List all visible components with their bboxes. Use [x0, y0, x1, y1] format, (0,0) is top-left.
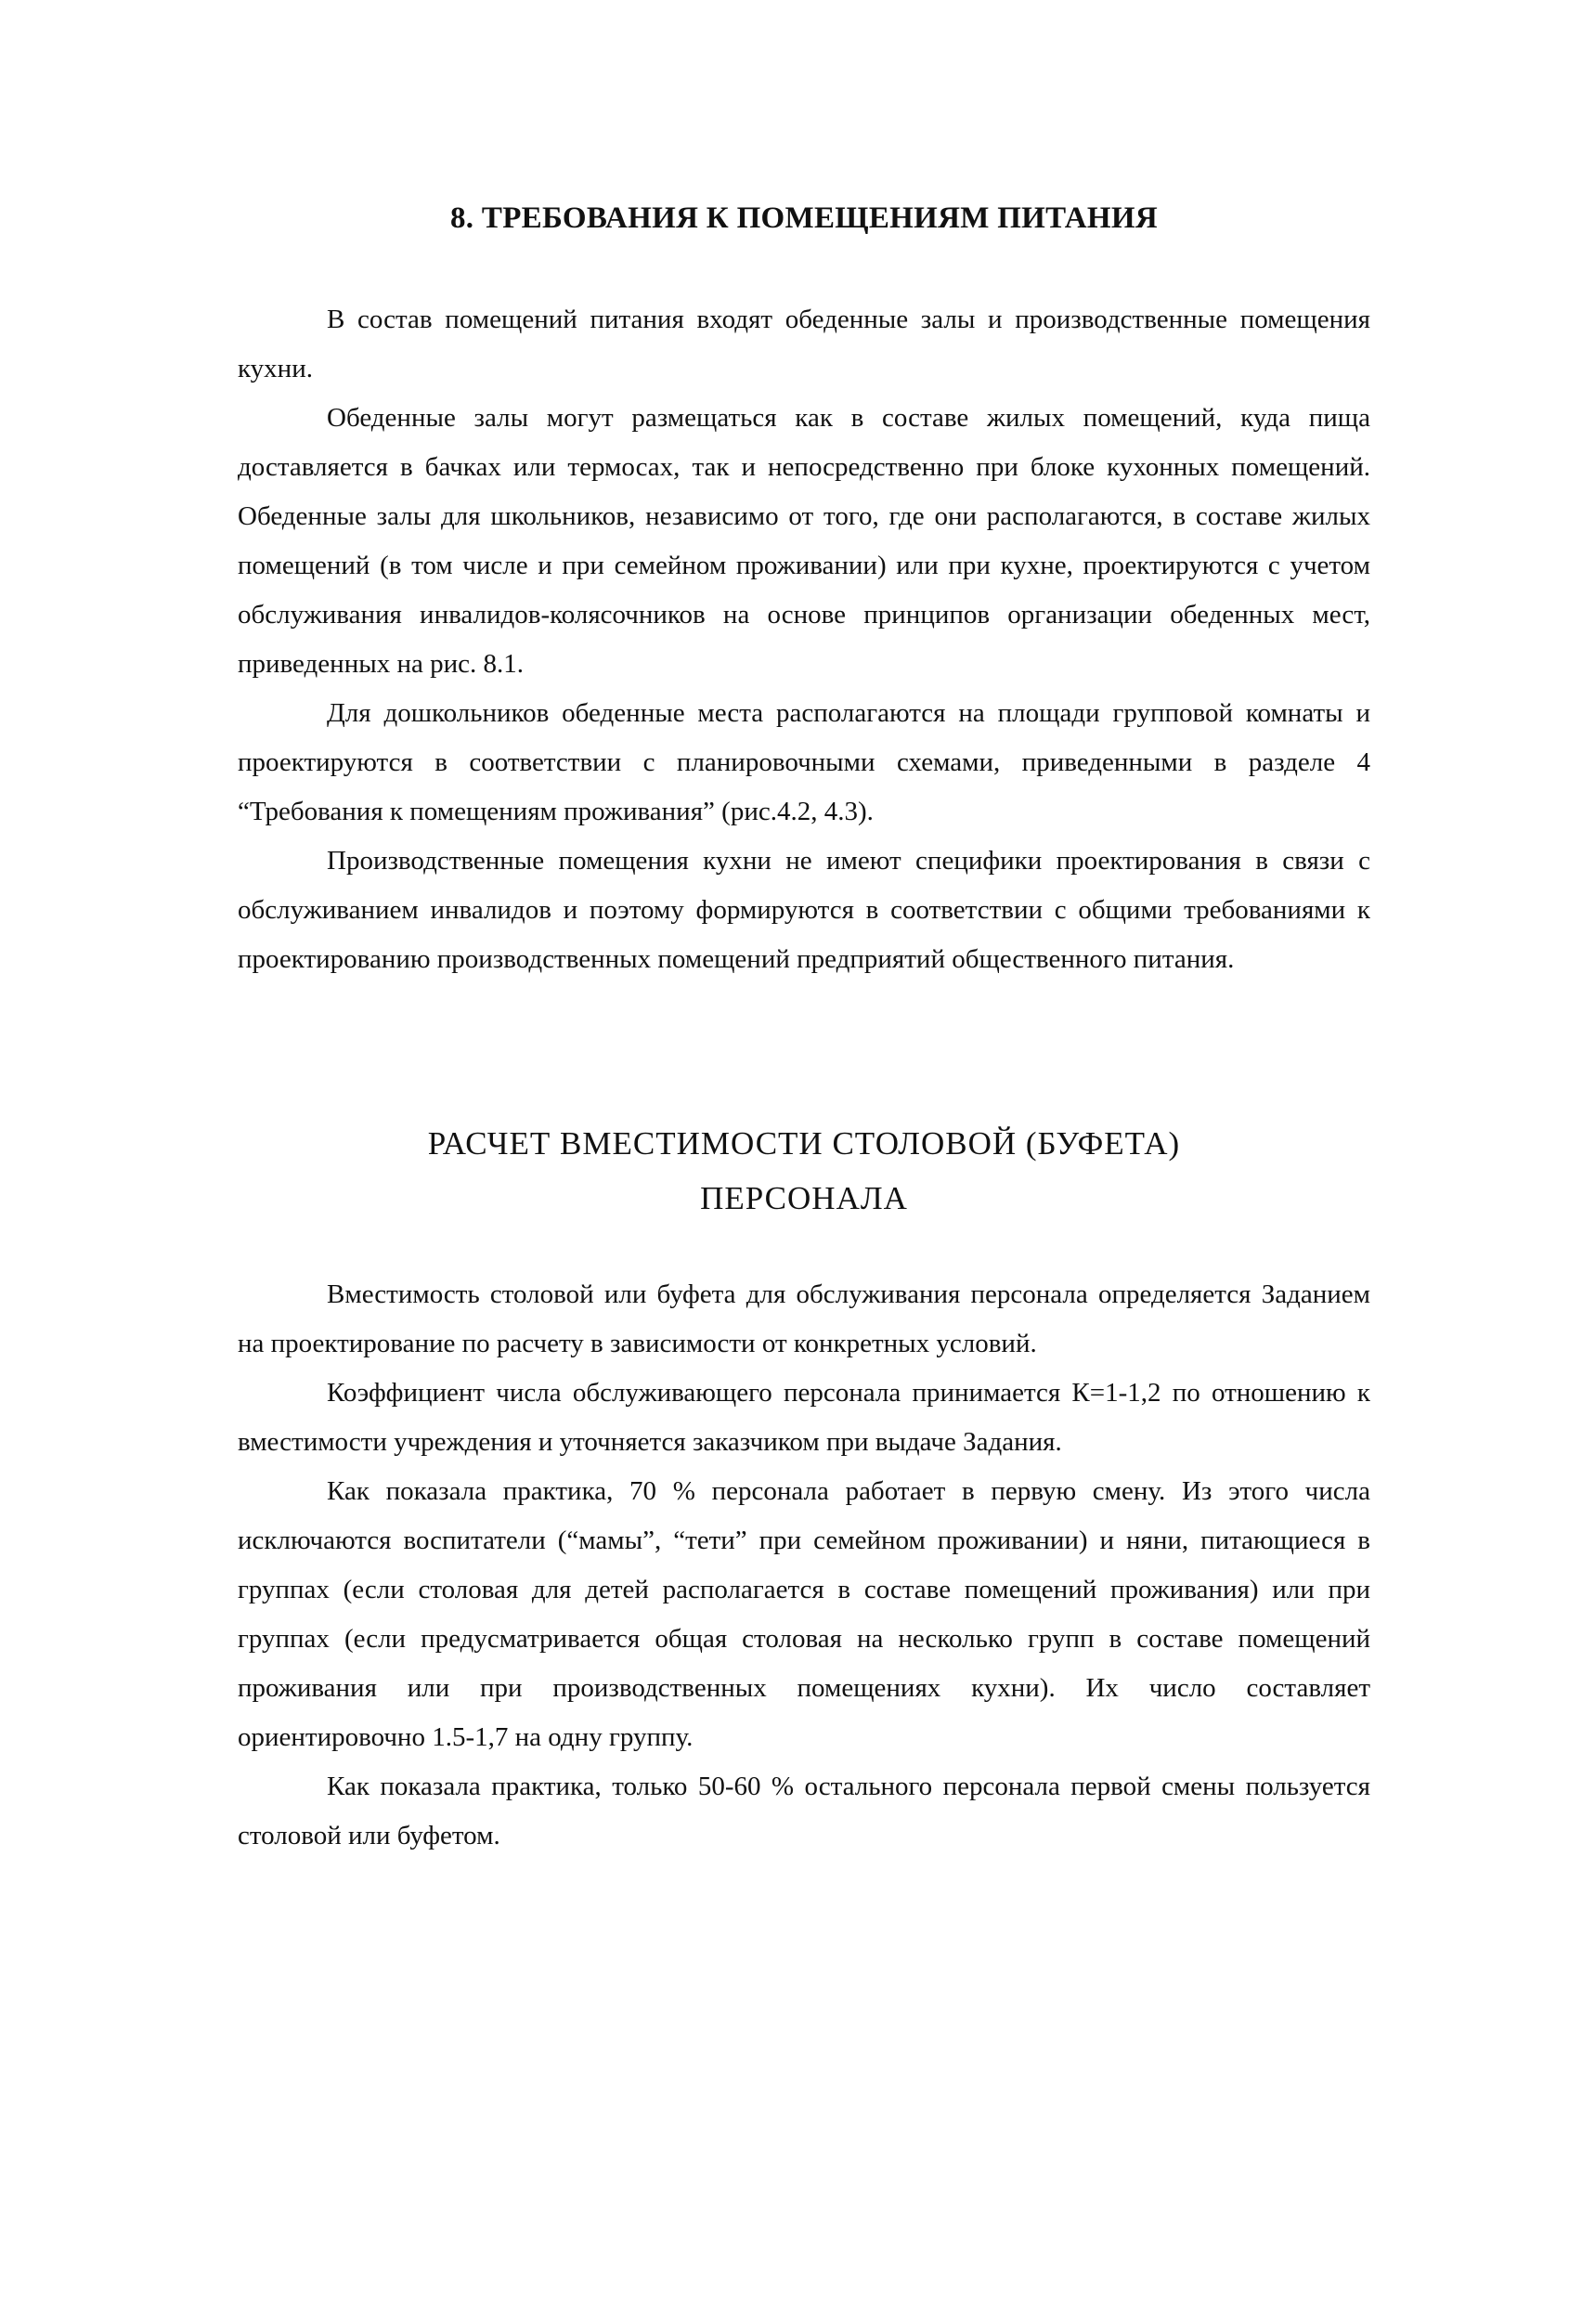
section-2-title-line-2: ПЕРСОНАЛА: [700, 1180, 908, 1216]
paragraph: В состав помещений питания входят обеденные залы и производственные помещения кухни.: [238, 305, 1370, 383]
paragraph: Обеденные залы могут размещаться как в составе жилых помещений, куда пища доставляется в бачках или термосах, так и непосредственно при блоке кухонных помещений. Обеденные залы для школьников, независимо от того, где они располагаются, в составе жилых помещений (в том числе и при семейном проживании) или при кухне, проектируются с учетом обслуживания инвалидов-колясочников на основе принципов организации обеденных мест, приведенных на рис. 8.1.: [238, 403, 1370, 679]
section-2-body: [238, 1270, 1370, 1861]
paragraph: Для дошкольников обеденные места располагаются на площади групповой комнаты и проектируются в соответствии с планировочными схемами, приведенными в разделе 4 “Требования к помещениям проживания” (рис.4.2, 4.3).: [238, 698, 1370, 826]
paragraph: Как показала практика, 70 % персонала работает в первую смену. Из этого числа исключаются воспитатели (“мамы”, “тети” при семейном проживании) и няни, питающиеся в группах (если столовая для детей располагается в составе помещений проживания) или при группах (если предусматривается общая столовая на несколько групп в составе помещений проживания или при производственных помещениях кухни). Их число составляет ориентировочно 1.5-1,7 на одну группу.: [238, 1476, 1370, 1752]
paragraph: Как показала практика, только 50-60 % остального персонала первой смены пользуется столовой или буфетом.: [238, 1772, 1370, 1850]
paragraph: Коэффициент числа обслуживающего персонала принимается К=1-1,2 по отношению к вместимости учреждения и уточняется заказчиком при выдаче Задания.: [238, 1378, 1370, 1457]
section-2-title-line-1: РАСЧЕТ ВМЕСТИМОСТИ СТОЛОВОЙ (БУФЕТА): [427, 1125, 1181, 1162]
section-1-title: 8. ТРЕБОВАНИЯ К ПОМЕЩЕНИЯМ ПИТАНИЯ: [449, 201, 1158, 235]
section-1-body: [238, 295, 1370, 984]
paragraph: Производственные помещения кухни не имеют специфики проектирования в связи с обслуживанием инвалидов и поэтому формируются в соответствии с общими требованиями к проектированию производственных помещений предприятий общественного питания.: [238, 846, 1370, 974]
paragraph: Вместимость столовой или буфета для обслуживания персонала определяется Заданием на проектирование по расчету в зависимости от конкретных условий.: [238, 1279, 1370, 1358]
